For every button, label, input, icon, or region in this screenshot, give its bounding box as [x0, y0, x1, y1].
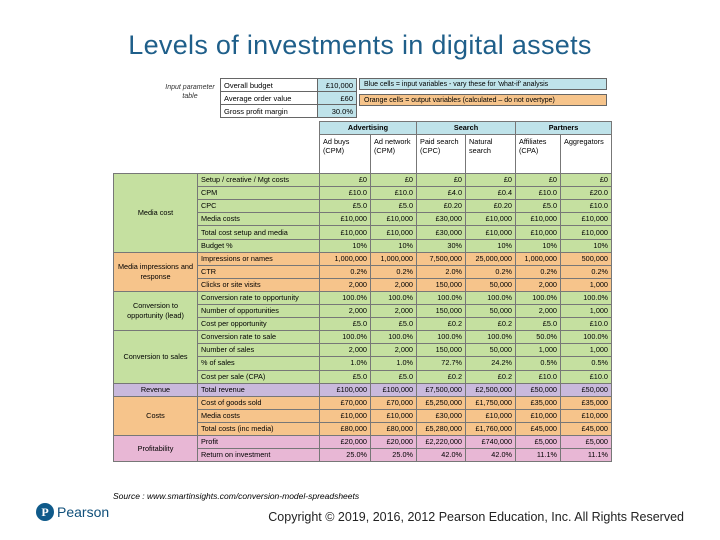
data-cell: £80,000: [371, 422, 417, 435]
column-header: Affiliates (CPA): [516, 135, 561, 174]
data-cell: £5.0: [371, 370, 417, 383]
column-header-row: [114, 135, 612, 174]
section-label: Profitability: [114, 435, 198, 461]
data-cell: £80,000: [320, 422, 371, 435]
row-label: Total revenue: [198, 383, 320, 396]
table-row: [114, 396, 612, 409]
data-cell: £1,760,000: [466, 422, 516, 435]
pearson-logo-icon: P: [36, 503, 54, 521]
data-cell: 500,000: [561, 252, 612, 265]
data-cell: £45,000: [516, 422, 561, 435]
data-cell: £7,500,000: [417, 383, 466, 396]
input-parameter-label: Input parameter table: [165, 84, 215, 100]
row-label: Media costs: [198, 409, 320, 422]
data-cell: £5,250,000: [417, 396, 466, 409]
data-cell: £100,000: [320, 383, 371, 396]
data-cell: £50,000: [516, 383, 561, 396]
data-cell: 25.0%: [320, 449, 371, 462]
data-cell: £5.0: [371, 200, 417, 213]
data-cell: £10,000: [466, 226, 516, 239]
row-label: Return on investment: [198, 449, 320, 462]
blank-cell: [114, 135, 320, 174]
data-cell: £10.0: [561, 318, 612, 331]
data-cell: £10,000: [371, 226, 417, 239]
data-cell: 2,000: [320, 305, 371, 318]
data-cell: £5.0: [371, 318, 417, 331]
row-label: Media costs: [198, 213, 320, 226]
data-cell: 1,000,000: [516, 252, 561, 265]
param-value: £10,000: [318, 79, 357, 92]
data-cell: 0.2%: [371, 265, 417, 278]
data-cell: 1.0%: [371, 357, 417, 370]
data-cell: 10%: [466, 239, 516, 252]
data-cell: £70,000: [371, 396, 417, 409]
data-cell: 0.2%: [320, 265, 371, 278]
column-header: Ad buys (CPM): [320, 135, 371, 174]
data-cell: £5.0: [320, 318, 371, 331]
data-cell: 100.0%: [417, 291, 466, 304]
data-cell: £10,000: [371, 213, 417, 226]
data-cell: 100.0%: [320, 291, 371, 304]
param-row: [221, 105, 357, 118]
data-cell: £0: [561, 174, 612, 187]
column-header: Paid search (CPC): [417, 135, 466, 174]
section-label: Media cost: [114, 174, 198, 253]
row-label: CTR: [198, 265, 320, 278]
data-cell: 150,000: [417, 278, 466, 291]
table-row: [114, 331, 612, 344]
legend-blue: Blue cells = input variables - vary these for 'what-if' analysis: [359, 78, 607, 90]
data-cell: 1.0%: [320, 357, 371, 370]
row-label: Cost per opportunity: [198, 318, 320, 331]
input-parameter-table: [220, 78, 357, 118]
data-cell: £10,000: [516, 409, 561, 422]
data-cell: 1,000: [561, 344, 612, 357]
data-cell: 100.0%: [417, 331, 466, 344]
data-cell: 100.0%: [371, 291, 417, 304]
data-cell: £20.0: [561, 187, 612, 200]
table-row: [114, 435, 612, 448]
data-cell: £5.0: [516, 200, 561, 213]
data-cell: £50,000: [561, 383, 612, 396]
data-cell: £0: [417, 174, 466, 187]
section-label: Revenue: [114, 383, 198, 396]
data-cell: £0.20: [417, 200, 466, 213]
data-cell: £0.2: [417, 370, 466, 383]
column-header: Ad network (CPM): [371, 135, 417, 174]
data-cell: £5,280,000: [417, 422, 466, 435]
data-cell: 50.0%: [516, 331, 561, 344]
section-label: Conversion to sales: [114, 331, 198, 383]
data-cell: 0.2%: [561, 265, 612, 278]
conversion-model-table: [113, 121, 612, 462]
data-cell: 100.0%: [561, 291, 612, 304]
data-cell: 2,000: [371, 278, 417, 291]
data-cell: 11.1%: [516, 449, 561, 462]
data-cell: 100.0%: [320, 331, 371, 344]
section-label: Media impressions and response: [114, 252, 198, 291]
row-label: Clicks or site visits: [198, 278, 320, 291]
section-label: Costs: [114, 396, 198, 435]
page-title: Levels of investments in digital assets: [128, 30, 592, 60]
data-cell: £10.0: [561, 200, 612, 213]
data-cell: 7,500,000: [417, 252, 466, 265]
column-header: Natural search: [466, 135, 516, 174]
data-cell: 100.0%: [371, 331, 417, 344]
data-cell: £0: [466, 174, 516, 187]
data-cell: £10.0: [320, 187, 371, 200]
data-cell: 2,000: [516, 278, 561, 291]
row-label: Conversion rate to sale: [198, 331, 320, 344]
source-note: Source : www.smartinsights.com/conversion-model-spreadsheets: [113, 491, 360, 501]
row-label: Number of opportunities: [198, 305, 320, 318]
data-cell: £20,000: [320, 435, 371, 448]
data-cell: £10,000: [320, 409, 371, 422]
data-cell: £5,000: [516, 435, 561, 448]
data-cell: £10,000: [561, 226, 612, 239]
data-cell: £10.0: [561, 370, 612, 383]
data-cell: 0.2%: [516, 265, 561, 278]
data-cell: 100.0%: [466, 331, 516, 344]
data-cell: 30%: [417, 239, 466, 252]
data-cell: £0.2: [417, 318, 466, 331]
data-cell: £0.20: [466, 200, 516, 213]
param-value: £60: [318, 92, 357, 105]
pearson-logo: [36, 503, 109, 521]
table-row: [114, 174, 612, 187]
data-cell: £0.2: [466, 370, 516, 383]
data-cell: £30,000: [417, 213, 466, 226]
row-label: Cost per sale (CPA): [198, 370, 320, 383]
row-label: CPM: [198, 187, 320, 200]
section-label: Conversion to opportunity (lead): [114, 291, 198, 330]
group-header: Advertising: [320, 122, 417, 135]
data-cell: £0.4: [466, 187, 516, 200]
data-cell: £0: [516, 174, 561, 187]
data-cell: 42.0%: [417, 449, 466, 462]
row-label: Number of sales: [198, 344, 320, 357]
group-header: Search: [417, 122, 516, 135]
data-cell: 10%: [516, 239, 561, 252]
row-label: Total costs (inc media): [198, 422, 320, 435]
pearson-logo-text: Pearson: [57, 504, 110, 520]
data-cell: 2,000: [516, 305, 561, 318]
column-header: Aggregators: [561, 135, 612, 174]
data-cell: £100,000: [371, 383, 417, 396]
data-cell: 1,000: [561, 305, 612, 318]
data-cell: 1,000: [516, 344, 561, 357]
data-cell: £10.0: [371, 187, 417, 200]
data-cell: £5.0: [320, 370, 371, 383]
data-cell: £10,000: [561, 409, 612, 422]
copyright-notice: Copyright © 2019, 2016, 2012 Pearson Education, Inc. All Rights Reserved: [268, 510, 684, 524]
data-cell: £70,000: [320, 396, 371, 409]
row-label: Conversion rate to opportunity: [198, 291, 320, 304]
table-row: [114, 383, 612, 396]
data-cell: £10,000: [371, 409, 417, 422]
data-cell: £10,000: [516, 226, 561, 239]
row-label: Total cost setup and media: [198, 226, 320, 239]
data-cell: £10,000: [561, 213, 612, 226]
data-cell: £10.0: [516, 187, 561, 200]
data-cell: 0.5%: [561, 357, 612, 370]
data-cell: 100.0%: [516, 291, 561, 304]
data-cell: 25.0%: [371, 449, 417, 462]
data-cell: 10%: [320, 239, 371, 252]
legend-orange: Orange cells = output variables (calculated – do not overtype): [359, 94, 607, 106]
param-label: Average order value: [221, 92, 318, 105]
data-cell: £0: [371, 174, 417, 187]
data-cell: £10,000: [320, 213, 371, 226]
data-cell: 11.1%: [561, 449, 612, 462]
param-row: [221, 92, 357, 105]
data-cell: 42.0%: [466, 449, 516, 462]
data-cell: 10%: [561, 239, 612, 252]
data-cell: 2,000: [320, 344, 371, 357]
row-label: CPC: [198, 200, 320, 213]
data-cell: £5.0: [516, 318, 561, 331]
data-cell: £2,500,000: [466, 383, 516, 396]
data-cell: £1,750,000: [466, 396, 516, 409]
data-cell: 2,000: [371, 305, 417, 318]
row-label: Budget %: [198, 239, 320, 252]
data-cell: 0.5%: [516, 357, 561, 370]
data-cell: 100.0%: [466, 291, 516, 304]
data-cell: 150,000: [417, 344, 466, 357]
data-cell: £10,000: [320, 226, 371, 239]
param-row: [221, 79, 357, 92]
data-cell: 25,000,000: [466, 252, 516, 265]
param-value: 30.0%: [318, 105, 357, 118]
data-cell: £740,000: [466, 435, 516, 448]
data-cell: 50,000: [466, 344, 516, 357]
data-cell: 50,000: [466, 305, 516, 318]
data-cell: 1,000: [561, 278, 612, 291]
data-cell: £0: [320, 174, 371, 187]
row-label: Cost of goods sold: [198, 396, 320, 409]
data-cell: £10.0: [516, 370, 561, 383]
data-cell: 50,000: [466, 278, 516, 291]
data-cell: £10,000: [466, 213, 516, 226]
data-cell: 72.7%: [417, 357, 466, 370]
data-cell: 24.2%: [466, 357, 516, 370]
table-row: [114, 291, 612, 304]
data-cell: 2.0%: [417, 265, 466, 278]
data-cell: £5.0: [320, 200, 371, 213]
group-header-row: [114, 122, 612, 135]
row-label: % of sales: [198, 357, 320, 370]
data-cell: 1,000,000: [320, 252, 371, 265]
data-cell: £10,000: [466, 409, 516, 422]
row-label: Setup / creative / Mgt costs: [198, 174, 320, 187]
data-cell: £10,000: [516, 213, 561, 226]
param-label: Overall budget: [221, 79, 318, 92]
data-cell: 10%: [371, 239, 417, 252]
blank-cell: [114, 122, 320, 135]
data-cell: £30,000: [417, 409, 466, 422]
data-cell: £45,000: [561, 422, 612, 435]
param-label: Gross profit margin: [221, 105, 318, 118]
data-cell: 150,000: [417, 305, 466, 318]
data-cell: £0.2: [466, 318, 516, 331]
row-label: Profit: [198, 435, 320, 448]
data-cell: £4.0: [417, 187, 466, 200]
table-row: [114, 252, 612, 265]
data-cell: £2,220,000: [417, 435, 466, 448]
data-cell: 2,000: [371, 344, 417, 357]
data-cell: 100.0%: [561, 331, 612, 344]
data-cell: 2,000: [320, 278, 371, 291]
data-cell: £35,000: [561, 396, 612, 409]
data-cell: £30,000: [417, 226, 466, 239]
row-label: Impressions or names: [198, 252, 320, 265]
group-header: Partners: [516, 122, 612, 135]
data-cell: £20,000: [371, 435, 417, 448]
data-cell: 1,000,000: [371, 252, 417, 265]
data-cell: £5,000: [561, 435, 612, 448]
data-cell: £35,000: [516, 396, 561, 409]
data-cell: 0.2%: [466, 265, 516, 278]
